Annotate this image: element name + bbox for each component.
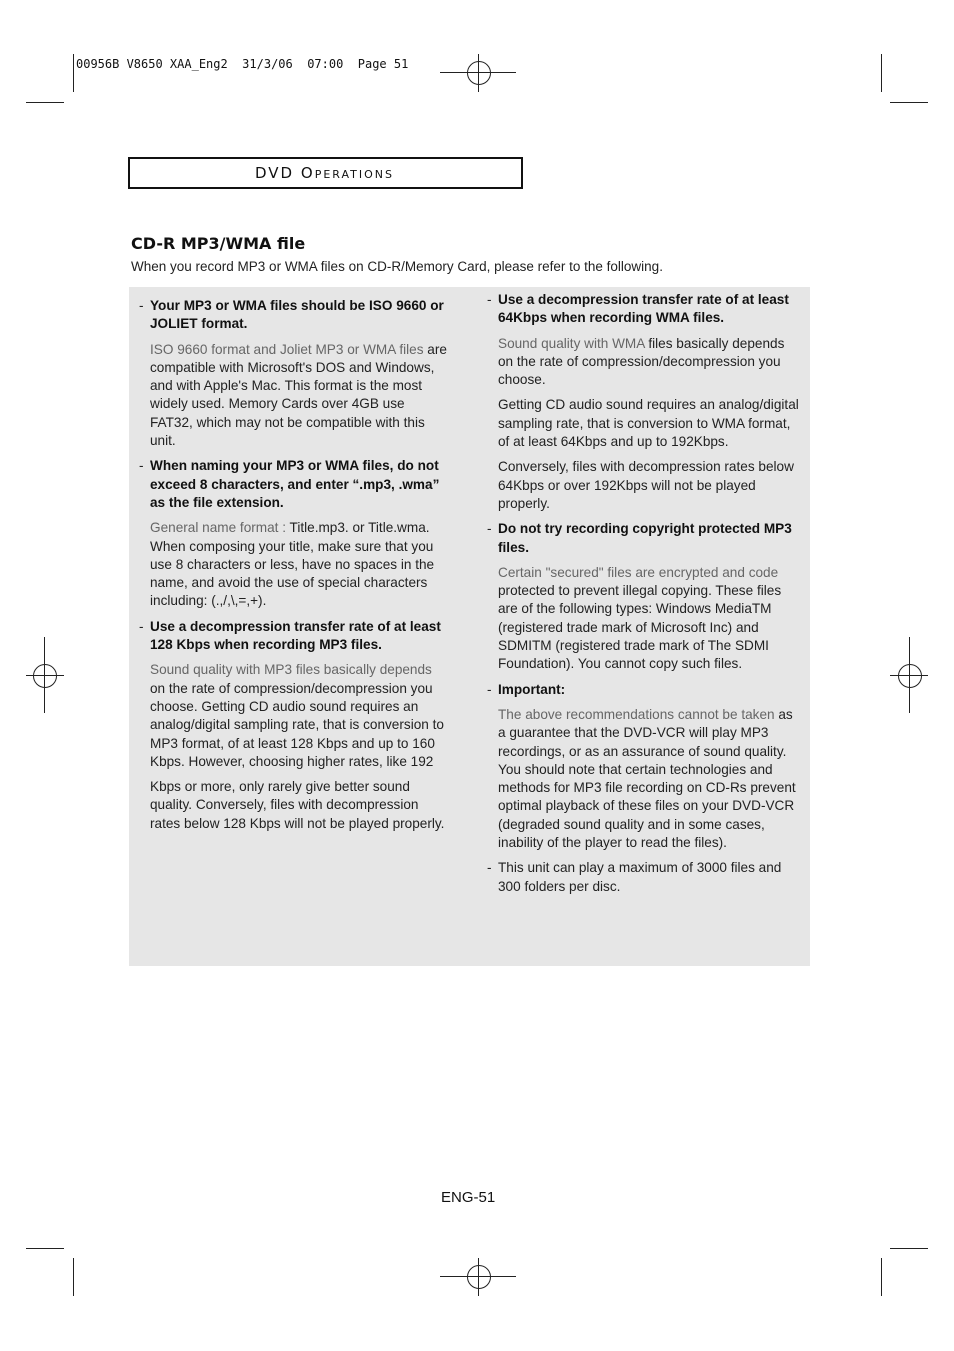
item-heading: When naming your MP3 or WMA files, do not exceed 8 characters, and enter “.mp3, .wma” as the file extension.	[150, 458, 440, 510]
print-slug: 00956B V8650 XAA_Eng2 31/3/06 07:00 Page 51	[76, 57, 409, 71]
registration-mark	[33, 664, 57, 688]
page-number: ENG-51	[441, 1189, 496, 1206]
item-heading: Use a decompression transfer rate of at least 128 Kbps when recording MP3 files.	[150, 618, 441, 653]
list-item	[487, 520, 799, 673]
crop-mark	[890, 1248, 928, 1249]
item-text: This unit can play a maximum of 3000 files and 300 folders per disc.	[498, 860, 782, 894]
bullet-dash: -	[487, 860, 492, 876]
section-header-rest: PERATIONS	[314, 168, 394, 181]
list-item	[487, 859, 799, 896]
item-paragraph	[150, 778, 449, 833]
crop-mark	[26, 102, 64, 103]
bullet-dash: -	[487, 292, 492, 307]
paragraph-text: Conversely, files with decompression rates below 64Kbps or over 192Kbps will not be played properly.	[498, 459, 794, 511]
list-item	[487, 681, 799, 853]
paragraph-text: Title.mp3. or Title.wma. When composing your title, make sure that you use 8 characters or less, have no spaces in the name, and avoid the use of special characters including: (.,/,\,=,+).	[150, 520, 435, 609]
crop-mark	[890, 102, 928, 103]
list-item	[139, 618, 449, 833]
paragraph-text: Getting CD audio sound requires an analog/digital sampling rate, that is conversion to WMA format, of at least 64Kbps and up to 192Kbps.	[498, 397, 799, 450]
intro-text: When you record MP3 or WMA files on CD-R/Memory Card, please refer to the following.	[131, 259, 663, 274]
bullet-dash: -	[487, 521, 492, 537]
list-item	[139, 457, 449, 610]
registration-mark	[467, 61, 491, 85]
page-title: CD-R MP3/WMA file	[131, 234, 306, 253]
paragraph-text: Kbps or more, only rarely give better sound quality. Conversely, files with decompression rates below 128 Kbps will not be played properly.	[150, 779, 445, 831]
item-heading: Use a decompression transfer rate of at least 64Kbps when recording WMA files.	[498, 292, 789, 326]
list-item	[487, 291, 799, 513]
paragraph-lead: Sound quality with MP3 files basically depends	[150, 662, 432, 678]
bullet-dash: -	[139, 618, 144, 634]
registration-mark	[467, 1265, 491, 1289]
item-heading: Your MP3 or WMA files should be ISO 9660 or JOLIET format.	[150, 298, 444, 332]
item-heading: Important:	[498, 681, 566, 697]
item-paragraph	[150, 661, 449, 771]
bullet-dash: -	[139, 458, 144, 474]
item-paragraph	[498, 396, 799, 451]
bullet-dash: -	[139, 298, 144, 313]
item-paragraph	[498, 335, 799, 390]
paragraph-text: as a guarantee that the DVD-VCR will play MP3 recordings, or as an assurance of sound quality. You should note that certain technologies and methods for MP3 file recording on CD-Rs prevent optimal playback of these files on your DVD-VCR (degraded sound quality and in some cases, inability of the player to read the files).	[498, 706, 796, 851]
paragraph-text: are compatible with Microsoft's DOS and Windows, and with Apple's Mac. This format is the most widely used. Memory Cards over 4GB use FAT32, which may not be compatible with this unit.	[150, 341, 447, 449]
crop-mark	[881, 1258, 882, 1296]
list-item	[139, 297, 449, 450]
crop-mark	[73, 54, 74, 92]
registration-mark	[898, 664, 922, 688]
item-paragraph	[150, 519, 449, 610]
paragraph-text: files basically depends on the rate of compression/decompression you choose.	[498, 335, 785, 388]
item-paragraph	[498, 564, 799, 674]
paragraph-lead: The above recommendations cannot be taken	[498, 706, 775, 722]
section-header	[128, 157, 523, 189]
right-column	[487, 291, 799, 903]
bullet-dash: -	[487, 681, 492, 697]
paragraph-lead: General name format :	[150, 520, 286, 536]
crop-mark	[73, 1258, 74, 1296]
crop-mark	[881, 54, 882, 92]
paragraph-lead: Sound quality with WMA	[498, 335, 645, 351]
paragraph-text: protected to prevent illegal copying. These files are of the following types: Windows MediaTM (registered trade mark of Microsoft Inc) and SDMITM (registered trade mark of The SDMI Foundation). You cannot copy such files.	[498, 583, 782, 672]
item-paragraph	[150, 341, 449, 451]
crop-mark	[26, 1248, 64, 1249]
paragraph-text: on the rate of compression/decompression you choose. Getting CD audio sound requires an analog/digital sampling rate, that is conversion to MP3 format, of at least 128 Kbps and up to 160 Kbps. However, choosing higher rates, like 192	[150, 680, 444, 769]
left-column	[139, 297, 449, 840]
paragraph-lead: ISO 9660 format and Joliet MP3 or WMA files	[150, 341, 424, 357]
item-heading: Do not try recording copyright protected MP3 files.	[498, 521, 792, 555]
section-header-initials: DVD O	[255, 164, 315, 182]
item-paragraph	[498, 458, 799, 513]
item-paragraph	[498, 706, 799, 852]
paragraph-lead: Certain "secured" files are encrypted and code	[498, 564, 779, 580]
